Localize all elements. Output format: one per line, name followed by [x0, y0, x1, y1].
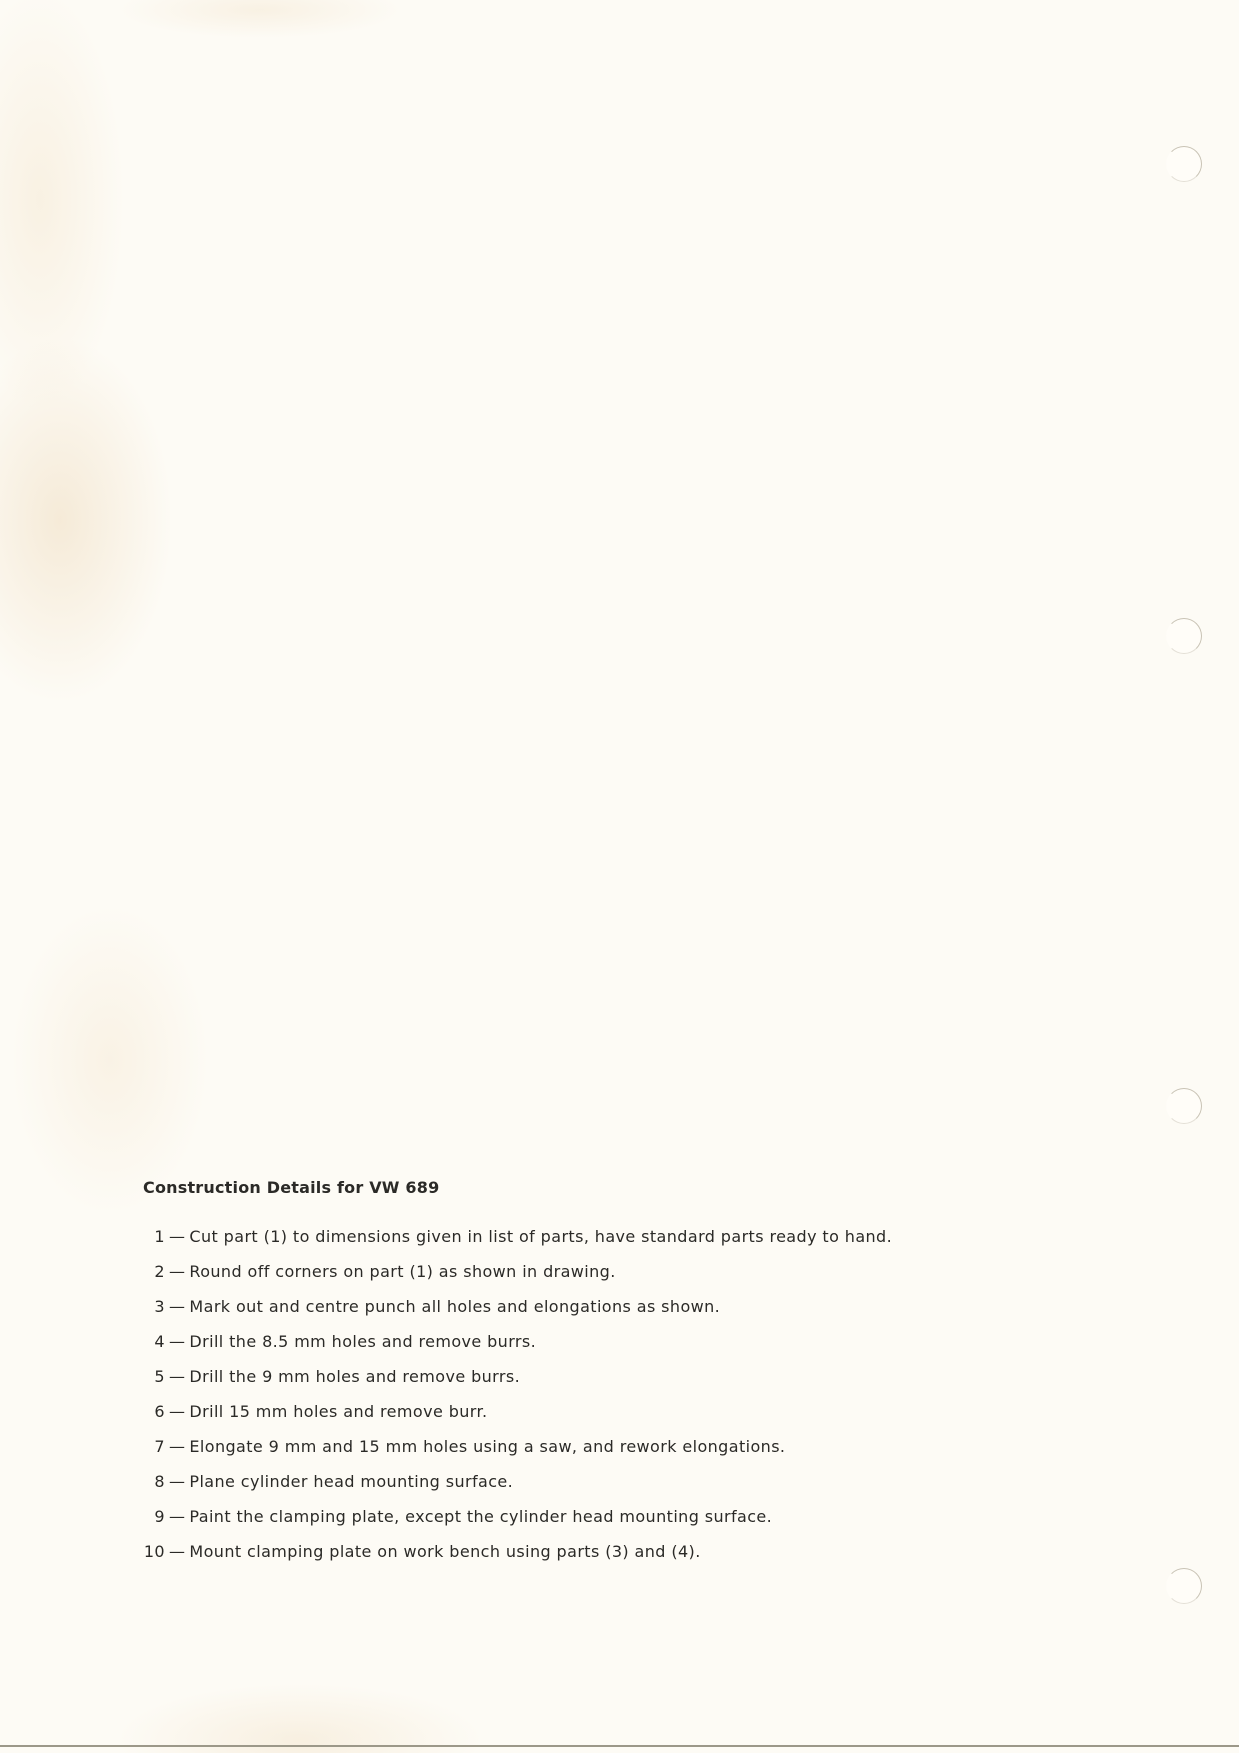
punch-hole-top [1166, 146, 1202, 182]
punch-hole-lower-middle [1166, 1088, 1202, 1124]
step-item [143, 1542, 1043, 1577]
step-dash: — [169, 1297, 186, 1316]
step-item [143, 1437, 1043, 1472]
step-dash: — [169, 1332, 186, 1351]
step-text: Mark out and centre punch all holes and elongations as shown. [189, 1297, 721, 1316]
step-item [143, 1472, 1043, 1507]
construction-details-section [143, 1178, 1043, 1577]
step-dash: — [169, 1262, 186, 1281]
scan-bottom-edge [0, 1745, 1239, 1747]
step-item [143, 1297, 1043, 1332]
step-text: Cut part (1) to dimensions given in list of parts, have standard parts ready to hand. [189, 1227, 893, 1246]
step-dash: — [169, 1402, 186, 1421]
punch-hole-bottom [1166, 1568, 1202, 1604]
step-text: Plane cylinder head mounting surface. [189, 1472, 514, 1491]
step-text: Paint the clamping plate, except the cylinder head mounting surface. [189, 1507, 773, 1526]
step-number: 10 [143, 1542, 165, 1561]
step-item [143, 1402, 1043, 1437]
step-number: 5 [154, 1367, 165, 1386]
step-item [143, 1332, 1043, 1367]
step-text: Drill 15 mm holes and remove burr. [189, 1402, 488, 1421]
step-item [143, 1507, 1043, 1542]
section-heading: Construction Details for VW 689 [143, 1178, 440, 1197]
step-number: 4 [154, 1332, 165, 1351]
step-number: 2 [154, 1262, 165, 1281]
step-text: Drill the 9 mm holes and remove burrs. [189, 1367, 521, 1386]
step-item [143, 1367, 1043, 1402]
step-dash: — [169, 1472, 186, 1491]
step-dash: — [169, 1507, 186, 1526]
step-dash: — [169, 1437, 186, 1456]
step-text: Round off corners on part (1) as shown in drawing. [189, 1262, 616, 1281]
step-text: Drill the 8.5 mm holes and remove burrs. [189, 1332, 537, 1351]
steps-list [143, 1227, 1043, 1577]
step-dash: — [169, 1367, 186, 1386]
step-number: 8 [154, 1472, 165, 1491]
step-text: Elongate 9 mm and 15 mm holes using a saw, and rework elongations. [189, 1437, 786, 1456]
step-dash: — [169, 1542, 186, 1561]
step-number: 7 [154, 1437, 165, 1456]
step-item [143, 1262, 1043, 1297]
step-number: 6 [154, 1402, 165, 1421]
step-dash: — [169, 1227, 186, 1246]
step-number: 3 [154, 1297, 165, 1316]
step-number: 1 [154, 1227, 165, 1246]
step-item [143, 1227, 1043, 1262]
step-number: 9 [154, 1507, 165, 1526]
punch-hole-upper-middle [1166, 618, 1202, 654]
step-text: Mount clamping plate on work bench using parts (3) and (4). [189, 1542, 701, 1561]
